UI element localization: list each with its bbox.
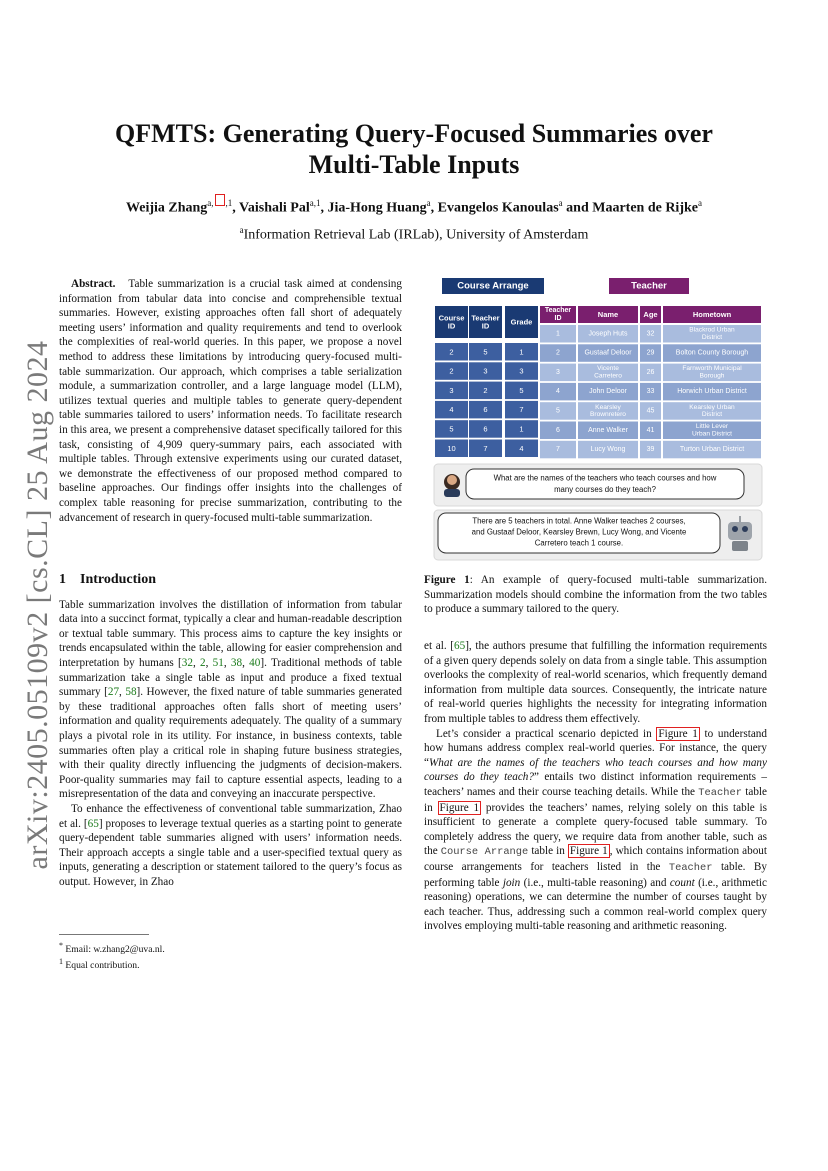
citation-link[interactable]: 32 (181, 656, 193, 669)
teacher-cell-value: Carretero (594, 372, 622, 380)
course-cell-value: 2 (449, 347, 454, 357)
teacher-cell-value: 2 (556, 349, 560, 357)
email-link-icon[interactable] (215, 194, 225, 206)
citation-link[interactable]: 27 (107, 686, 120, 699)
teacher-cell-value: Turton Urban District (679, 446, 745, 454)
course-cell-value: 2 (483, 385, 488, 395)
right-paragraph-2: Let’s consider a practical scenario depicted in Figure 1 to understand how humans address complex real-world queries. For instance, the query “What are the names of the teachers who teach courses and how many courses do they teach?” entails two distinct information requirements – teachers’ names and their course teaching details. While the Teacher table in Figure 1 provides the teachers’ names, relying solely on this table is insufficient to generate a complete query-focused table summary. To completely address the query, we require data from another table, such as the Course Arrange table in Figure 1 , which contains information about course arrangements for teachers listed in the Teacher table. By performing table join (i.e., multi-table reasoning) and count (i.e., arithmetic reasoning) operations, we can determine the number of courses taught by each teacher. Thus, addressing such a common real-world complex query involves employing multi-table reasoning and arithmetic reasoning. (424, 727, 768, 933)
footnotes: * Email: w.zhang2@uva.nl. $^1$ Equal contribution. (59, 941, 165, 972)
course-cell-value: 4 (519, 443, 524, 453)
teacher-cell-value: Brownretero (590, 411, 626, 419)
figure-reference-link[interactable]: Figure 1 (658, 727, 698, 740)
introduction-section (59, 573, 402, 889)
teacher-header-label: Name (597, 310, 619, 319)
teacher-cell-value: 7 (556, 446, 560, 454)
teacher-table-title: Teacher (631, 280, 667, 292)
course-cell-value: 5 (519, 385, 524, 395)
teacher-cell-value: John Deloor (589, 388, 627, 396)
course-cell-value: 3 (519, 366, 524, 376)
course-header-label: Grade (510, 317, 533, 327)
teacher-cell-value: 5 (556, 407, 560, 415)
arxiv-identifier: arXiv:2405.05109v2 [cs.CL] 25 Aug 2024 (21, 340, 54, 870)
teacher-cell-value: District (701, 333, 723, 341)
course-table-title: Course Arrange (457, 280, 529, 292)
teacher-cell-value: Anne Walker (588, 426, 628, 434)
robot-icon (728, 522, 752, 540)
course-cell-value: 7 (483, 443, 488, 453)
citation-link[interactable]: 40 (249, 656, 261, 669)
course-cell-value: 10 (447, 443, 456, 453)
teacher-cell-value: Borough (699, 372, 725, 380)
intro-paragraph-1: Table summarization involves the distillation of information from tabular data into a succinct format, typically a clear and human-readable description or textual table summary. This process aims to capture the key insights or trends encapsulated within the table, allowing for easier comprehension and interpretation by humans [32, 2, 51, 38, 40]. Traditional methods of table summarization take a single table as input and produce a fixed textual summary [27, 58]. However, the fixed nature of table summaries generated by these traditional approaches often falls short of meeting users’ information and quality requirements adequately. The quality of a summary plays a pivotal role in its utility. For instance, in business contexts, table summaries often play a critical role in shaping future business strategies, with their quality directly influencing the judgments of decision-makers. Poor-quality summaries may fail to capture essential aspects, leading to a misrepresentation of the data and conveying an inaccurate perspective. (59, 598, 403, 801)
footnote-rule (59, 934, 149, 935)
course-cell-value: 7 (519, 405, 524, 415)
affiliation: $^a$Information Retrieval Lab (IRLab), University of Amsterdam (239, 225, 589, 243)
teacher-cell-value: Urban District (692, 430, 732, 438)
teacher-cell-value: Gustaaf Deloor (584, 349, 632, 357)
figure-1 (432, 276, 764, 562)
intro-paragraph-2: To enhance the effectiveness of conventional table summarization, Zhao et al. [65] proposes to leverage textual queries as a starting point to generate query-dependent table summaries aligned with users’ information needs. Their approach accepts a single table and a user-specified textual query as inputs, generating a description or statement tailored to the query’s focus as output. However, in Zhao (59, 802, 402, 888)
figure-reference-link[interactable]: Figure 1 (439, 801, 480, 814)
teacher-cell-value: 4 (556, 388, 560, 396)
course-cell-value: 5 (483, 347, 488, 357)
course-cell-value: 1 (519, 347, 524, 357)
citation-link[interactable]: 65 (454, 640, 466, 652)
teacher-cell-value: Kearsley (595, 403, 621, 411)
course-header-label: Course (438, 313, 465, 323)
teacher-cell-value: 26 (646, 368, 655, 376)
figure-caption: Figure 1: An example of query-focused multi-table summarization. Summarization models should combine the information from the two tables to produce a summary tailored to the query. (424, 574, 767, 616)
teacher-cell-value: 29 (646, 349, 655, 357)
abstract: Abstract. Table summarization is a crucial task aimed at condensing information from tabular data into concise and comprehensible textual summaries. However, existing approaches often fall short of adequately meeting users’ information and quality requirements and tend to overlook the complexities of real-world queries. In this paper, we propose a novel method to address these limitations by introducing query-focused multi-table summarization. Our approach, which comprises a table serialization module, a summarization controller, and a large language model (LLM), utilizes textual queries and multiple tables to generate query-dependent table summaries tailored to users’ information needs. To facilitate research in this area, we present a comprehensive dataset specifically tailored for this task, consisting of 4,909 query-summary pairs, each associated with multiple tables. Through extensive experiments using our curated dataset, we demonstrate the effectiveness of our proposed method compared to baseline approaches. Our findings offer insights into the challenges of complex table reasoning for precise summarization, contributing to the advancement of research in query-focused multi-table summarization. (59, 278, 402, 524)
answer-text-line: There are 5 teachers in total. Anne Walker teaches 2 courses, (472, 516, 686, 526)
abstract-label: Abstract. (71, 278, 116, 290)
query-text-line: many courses do they teach? (554, 485, 656, 494)
course-cell-value: 6 (483, 424, 488, 434)
teacher-cell-value: Kearsley Urban (689, 403, 735, 411)
robot-body (732, 541, 748, 551)
teacher-cell-value: District (701, 411, 723, 419)
right-column-text (424, 639, 767, 934)
course-header-label: ID (481, 321, 490, 331)
figure-reference-link[interactable]: Figure 1 (569, 845, 608, 858)
teacher-cell-value: Lucy Wong (590, 446, 626, 454)
teacher-cell-value: Bolton County Borough (675, 349, 749, 357)
teacher-cell-value: 32 (646, 330, 655, 338)
citation-link[interactable]: 51 (212, 656, 224, 669)
teacher-cell-value: Little Lever (695, 423, 729, 431)
teacher-cell-value: 41 (646, 426, 655, 434)
citation-link[interactable]: 65 (87, 817, 99, 830)
teacher-header-label: Age (643, 310, 658, 319)
course-cell-value: 1 (519, 424, 524, 434)
course-cell-value: 2 (449, 366, 454, 376)
user-shirt (444, 489, 460, 497)
course-cell-value: 5 (449, 424, 454, 434)
teacher-cell-value: Horwich Urban District (677, 388, 747, 396)
teacher-cell-value: Vicente (597, 365, 619, 373)
teacher-cell-value: 33 (646, 388, 655, 396)
teacher-cell-value: 1 (556, 330, 560, 338)
user-face (447, 475, 457, 485)
author-list: Weijia Zhang$^{a,}$ $^{,1}$, Vaishali Pal$^{a,1}$, Jia-Hong Huang$^a$, Evangelos Kanoulas$^a$ and Maarten de Rijke$^a$ (60, 194, 768, 217)
citation-link[interactable]: 2 (200, 656, 206, 669)
teacher-cell-value: Joseph Huts (588, 330, 628, 338)
right-paragraph-1: et al. [65], the authors presume that fulfilling the information requirements of a given query depends solely on data from a single table. This assumption overlooks the complexity of real-world scenarios, which frequently demand information from multiple data sources. Consequently, the intricate nature of real-world queries highlights the necessity for integrating information from multiple tables to address them effectively. (424, 640, 768, 725)
teacher-cell-value: 3 (556, 368, 560, 376)
robot-eye (742, 526, 748, 532)
course-header-label: Teacher (471, 313, 500, 323)
teacher-cell-value: 45 (646, 407, 655, 415)
section-heading: 1 Introduction (59, 572, 156, 587)
teacher-cell-value: Farnworth Municipal (682, 365, 742, 373)
course-cell-value: 3 (483, 366, 488, 376)
query-text-line: What are the names of the teachers who teach courses and how (493, 473, 717, 483)
figure-1-graphic (432, 276, 764, 562)
teacher-header-label: Teacher (544, 307, 572, 315)
teacher-cell-value: 39 (646, 446, 655, 454)
course-header-label: ID (447, 321, 456, 331)
robot-eye (732, 526, 738, 532)
citation-link[interactable]: 38 (230, 656, 243, 669)
course-cell-value: 4 (449, 405, 454, 415)
teacher-cell-value: 6 (556, 426, 560, 434)
answer-text-line: and Gustaaf Deloor, Kearsley Brewn, Lucy Wong, and Vicente (471, 527, 687, 537)
teacher-header-label: ID (554, 314, 562, 322)
teacher-cell-value: Blackrod Urban (689, 326, 735, 334)
citation-link[interactable]: 58 (125, 686, 137, 699)
course-cell-value: 6 (483, 405, 488, 415)
course-cell-value: 3 (449, 385, 454, 395)
paper-title: QFMTS: Generating Query-Focused Summaries over Multi-Table Inputs (115, 119, 713, 179)
answer-text-line: Carretero teach 1 course. (534, 538, 624, 548)
teacher-header-label: Hometown (692, 310, 732, 319)
